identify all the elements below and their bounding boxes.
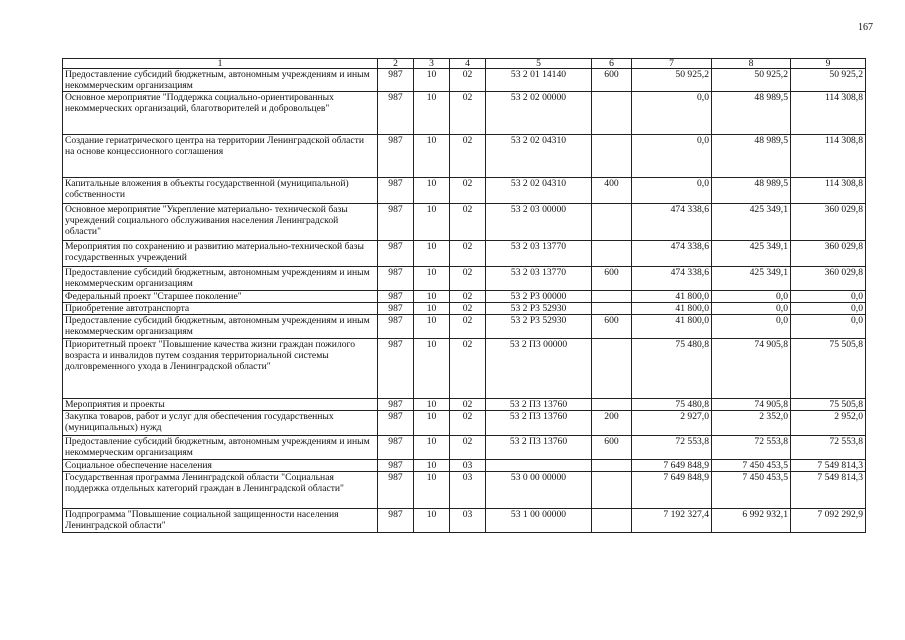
subsection-cell: 02 <box>450 339 486 399</box>
expense-type-cell: 600 <box>592 69 632 92</box>
amount-year2-cell: 0,0 <box>712 315 791 339</box>
admin-code-cell: 987 <box>378 135 414 178</box>
subsection-cell: 02 <box>450 315 486 339</box>
section-cell: 10 <box>414 460 450 472</box>
section-cell: 10 <box>414 69 450 92</box>
section-cell: 10 <box>414 92 450 135</box>
section-cell: 10 <box>414 315 450 339</box>
amount-year2-cell: 74 905,8 <box>712 339 791 399</box>
target-article-cell: 53 2 02 04310 <box>486 135 592 178</box>
admin-code-cell: 987 <box>378 436 414 460</box>
admin-code-cell: 987 <box>378 303 414 315</box>
table-row <box>63 178 866 204</box>
section-cell: 10 <box>414 303 450 315</box>
amount-year2-cell: 50 925,2 <box>712 69 791 92</box>
amount-year3-cell: 114 308,8 <box>791 92 866 135</box>
amount-year1-cell: 7 192 327,4 <box>632 509 712 533</box>
table-row <box>63 399 866 411</box>
table-row <box>63 135 866 178</box>
amount-year1-cell: 0,0 <box>632 92 712 135</box>
subsection-cell: 02 <box>450 399 486 411</box>
row-name-cell: Подпрограмма "Повышение социальной защищенности населения Ленинградской области" <box>63 509 378 533</box>
row-name-cell: Мероприятия по сохранению и развитию материально-технической базы государственных учреждений <box>63 241 378 267</box>
section-cell: 10 <box>414 509 450 533</box>
table-row <box>63 460 866 472</box>
amount-year2-cell: 425 349,1 <box>712 241 791 267</box>
table-row <box>63 241 866 267</box>
column-header: 6 <box>592 59 632 69</box>
amount-year1-cell: 41 800,0 <box>632 315 712 339</box>
subsection-cell: 02 <box>450 267 486 291</box>
admin-code-cell: 987 <box>378 472 414 509</box>
amount-year2-cell: 0,0 <box>712 303 791 315</box>
amount-year3-cell: 360 029,8 <box>791 241 866 267</box>
row-name-cell: Государственная программа Ленинградской области "Социальная поддержка отдельных категорий граждан в Ленинградской области" <box>63 472 378 509</box>
table-row <box>63 69 866 92</box>
admin-code-cell: 987 <box>378 92 414 135</box>
expense-type-cell <box>592 509 632 533</box>
admin-code-cell: 987 <box>378 69 414 92</box>
amount-year3-cell: 0,0 <box>791 291 866 303</box>
target-article-cell: 53 2 03 13770 <box>486 267 592 291</box>
amount-year2-cell: 6 992 932,1 <box>712 509 791 533</box>
amount-year3-cell: 7 549 814,3 <box>791 460 866 472</box>
target-article-cell: 53 2 01 14140 <box>486 69 592 92</box>
amount-year1-cell: 7 649 848,9 <box>632 460 712 472</box>
amount-year2-cell: 2 352,0 <box>712 411 791 436</box>
column-header: 8 <box>712 59 791 69</box>
amount-year2-cell: 7 450 453,5 <box>712 460 791 472</box>
section-cell: 10 <box>414 291 450 303</box>
table-row <box>63 315 866 339</box>
row-name-cell: Предоставление субсидий бюджетным, автономным учреждениям и иным некоммерческим организациям <box>63 267 378 291</box>
section-cell: 10 <box>414 241 450 267</box>
table-row <box>63 92 866 135</box>
row-name-cell: Приобретение автотранспорта <box>63 303 378 315</box>
column-header: 2 <box>378 59 414 69</box>
amount-year1-cell: 41 800,0 <box>632 303 712 315</box>
section-cell: 10 <box>414 135 450 178</box>
table-row <box>63 204 866 241</box>
section-cell: 10 <box>414 204 450 241</box>
section-cell: 10 <box>414 178 450 204</box>
row-name-cell: Создание гериатрического центра на территории Ленинградской области на основе концессионного соглашения <box>63 135 378 178</box>
expense-type-cell: 200 <box>592 411 632 436</box>
target-article-cell: 53 2 П3 13760 <box>486 399 592 411</box>
table-row <box>63 411 866 436</box>
admin-code-cell: 987 <box>378 267 414 291</box>
admin-code-cell: 987 <box>378 339 414 399</box>
target-article-cell: 53 2 П3 00000 <box>486 339 592 399</box>
amount-year1-cell: 0,0 <box>632 178 712 204</box>
target-article-cell: 53 2 02 00000 <box>486 92 592 135</box>
amount-year3-cell: 7 549 814,3 <box>791 472 866 509</box>
target-article-cell: 53 2 02 04310 <box>486 178 592 204</box>
expense-type-cell: 400 <box>592 178 632 204</box>
budget-table <box>62 58 866 533</box>
row-name-cell: Предоставление субсидий бюджетным, автономным учреждениям и иным некоммерческим организациям <box>63 436 378 460</box>
amount-year3-cell: 360 029,8 <box>791 267 866 291</box>
target-article-cell <box>486 460 592 472</box>
target-article-cell: 53 2 П3 13760 <box>486 411 592 436</box>
expense-type-cell <box>592 92 632 135</box>
expense-type-cell <box>592 241 632 267</box>
section-cell: 10 <box>414 472 450 509</box>
amount-year1-cell: 474 338,6 <box>632 267 712 291</box>
subsection-cell: 03 <box>450 472 486 509</box>
target-article-cell: 53 2 П3 13760 <box>486 436 592 460</box>
column-header: 1 <box>63 59 378 69</box>
subsection-cell: 03 <box>450 509 486 533</box>
expense-type-cell <box>592 460 632 472</box>
section-cell: 10 <box>414 399 450 411</box>
row-name-cell: Основное мероприятие "Укрепление материально- технической базы учреждений социального обслуживания населения Ленинградской области" <box>63 204 378 241</box>
amount-year2-cell: 74 905,8 <box>712 399 791 411</box>
row-name-cell: Закупка товаров, работ и услуг для обеспечения государственных (муниципальных) нужд <box>63 411 378 436</box>
table-row <box>63 267 866 291</box>
expense-type-cell: 600 <box>592 436 632 460</box>
section-cell: 10 <box>414 436 450 460</box>
amount-year1-cell: 0,0 <box>632 135 712 178</box>
amount-year2-cell: 425 349,1 <box>712 267 791 291</box>
amount-year1-cell: 474 338,6 <box>632 241 712 267</box>
subsection-cell: 03 <box>450 460 486 472</box>
column-header: 3 <box>414 59 450 69</box>
amount-year1-cell: 72 553,8 <box>632 436 712 460</box>
target-article-cell: 53 2 P3 52930 <box>486 315 592 339</box>
expense-type-cell <box>592 399 632 411</box>
subsection-cell: 02 <box>450 178 486 204</box>
page-number: 167 <box>858 22 873 33</box>
section-cell: 10 <box>414 267 450 291</box>
column-header: 5 <box>486 59 592 69</box>
target-article-cell: 53 2 03 13770 <box>486 241 592 267</box>
table-row <box>63 339 866 399</box>
column-header: 9 <box>791 59 866 69</box>
table-row <box>63 291 866 303</box>
table-row <box>63 303 866 315</box>
row-name-cell: Основное мероприятие "Поддержка социально-ориентированных некоммерческих организаций, благотворителей и добровольцев" <box>63 92 378 135</box>
row-name-cell: Приоритетный проект "Повышение качества жизни граждан пожилого возраста и инвалидов путем создания территориальной системы долговременного ухода в Ленинградской области" <box>63 339 378 399</box>
target-article-cell: 53 1 00 00000 <box>486 509 592 533</box>
admin-code-cell: 987 <box>378 315 414 339</box>
amount-year3-cell: 114 308,8 <box>791 178 866 204</box>
row-name-cell: Предоставление субсидий бюджетным, автономным учреждениям и иным некоммерческим организациям <box>63 69 378 92</box>
amount-year3-cell: 72 553,8 <box>791 436 866 460</box>
subsection-cell: 02 <box>450 204 486 241</box>
amount-year1-cell: 50 925,2 <box>632 69 712 92</box>
amount-year3-cell: 360 029,8 <box>791 204 866 241</box>
expense-type-cell <box>592 303 632 315</box>
row-name-cell: Предоставление субсидий бюджетным, автономным учреждениям и иным некоммерческим организациям <box>63 315 378 339</box>
row-name-cell: Капитальные вложения в объекты государственной (муниципальной) собственности <box>63 178 378 204</box>
amount-year3-cell: 0,0 <box>791 303 866 315</box>
admin-code-cell: 987 <box>378 509 414 533</box>
amount-year1-cell: 2 927,0 <box>632 411 712 436</box>
expense-type-cell: 600 <box>592 267 632 291</box>
amount-year3-cell: 114 308,8 <box>791 135 866 178</box>
subsection-cell: 02 <box>450 92 486 135</box>
admin-code-cell: 987 <box>378 204 414 241</box>
expense-type-cell <box>592 291 632 303</box>
amount-year1-cell: 75 480,8 <box>632 399 712 411</box>
table-row <box>63 436 866 460</box>
amount-year1-cell: 41 800,0 <box>632 291 712 303</box>
expense-type-cell <box>592 472 632 509</box>
expense-type-cell <box>592 135 632 178</box>
amount-year3-cell: 0,0 <box>791 315 866 339</box>
admin-code-cell: 987 <box>378 178 414 204</box>
expense-type-cell: 600 <box>592 315 632 339</box>
amount-year2-cell: 72 553,8 <box>712 436 791 460</box>
row-name-cell: Мероприятия и проекты <box>63 399 378 411</box>
amount-year3-cell: 7 092 292,9 <box>791 509 866 533</box>
admin-code-cell: 987 <box>378 291 414 303</box>
subsection-cell: 02 <box>450 69 486 92</box>
amount-year2-cell: 48 989,5 <box>712 92 791 135</box>
amount-year2-cell: 425 349,1 <box>712 204 791 241</box>
amount-year3-cell: 75 505,8 <box>791 399 866 411</box>
amount-year1-cell: 7 649 848,9 <box>632 472 712 509</box>
amount-year2-cell: 7 450 453,5 <box>712 472 791 509</box>
column-header: 7 <box>632 59 712 69</box>
amount-year3-cell: 2 952,0 <box>791 411 866 436</box>
amount-year2-cell: 0,0 <box>712 291 791 303</box>
amount-year2-cell: 48 989,5 <box>712 178 791 204</box>
amount-year3-cell: 50 925,2 <box>791 69 866 92</box>
subsection-cell: 02 <box>450 291 486 303</box>
subsection-cell: 02 <box>450 135 486 178</box>
admin-code-cell: 987 <box>378 411 414 436</box>
section-cell: 10 <box>414 411 450 436</box>
subsection-cell: 02 <box>450 241 486 267</box>
section-cell: 10 <box>414 339 450 399</box>
expense-type-cell <box>592 339 632 399</box>
amount-year3-cell: 75 505,8 <box>791 339 866 399</box>
row-name-cell: Социальное обеспечение населения <box>63 460 378 472</box>
admin-code-cell: 987 <box>378 399 414 411</box>
subsection-cell: 02 <box>450 411 486 436</box>
subsection-cell: 02 <box>450 303 486 315</box>
amount-year2-cell: 48 989,5 <box>712 135 791 178</box>
admin-code-cell: 987 <box>378 460 414 472</box>
amount-year1-cell: 474 338,6 <box>632 204 712 241</box>
header-row <box>63 59 866 69</box>
column-header: 4 <box>450 59 486 69</box>
expense-type-cell <box>592 204 632 241</box>
target-article-cell: 53 2 03 00000 <box>486 204 592 241</box>
target-article-cell: 53 0 00 00000 <box>486 472 592 509</box>
table-row <box>63 472 866 509</box>
admin-code-cell: 987 <box>378 241 414 267</box>
row-name-cell: Федеральный проект "Старшее поколение" <box>63 291 378 303</box>
target-article-cell: 53 2 P3 00000 <box>486 291 592 303</box>
amount-year1-cell: 75 480,8 <box>632 339 712 399</box>
table-row <box>63 509 866 533</box>
target-article-cell: 53 2 P3 52930 <box>486 303 592 315</box>
subsection-cell: 02 <box>450 436 486 460</box>
